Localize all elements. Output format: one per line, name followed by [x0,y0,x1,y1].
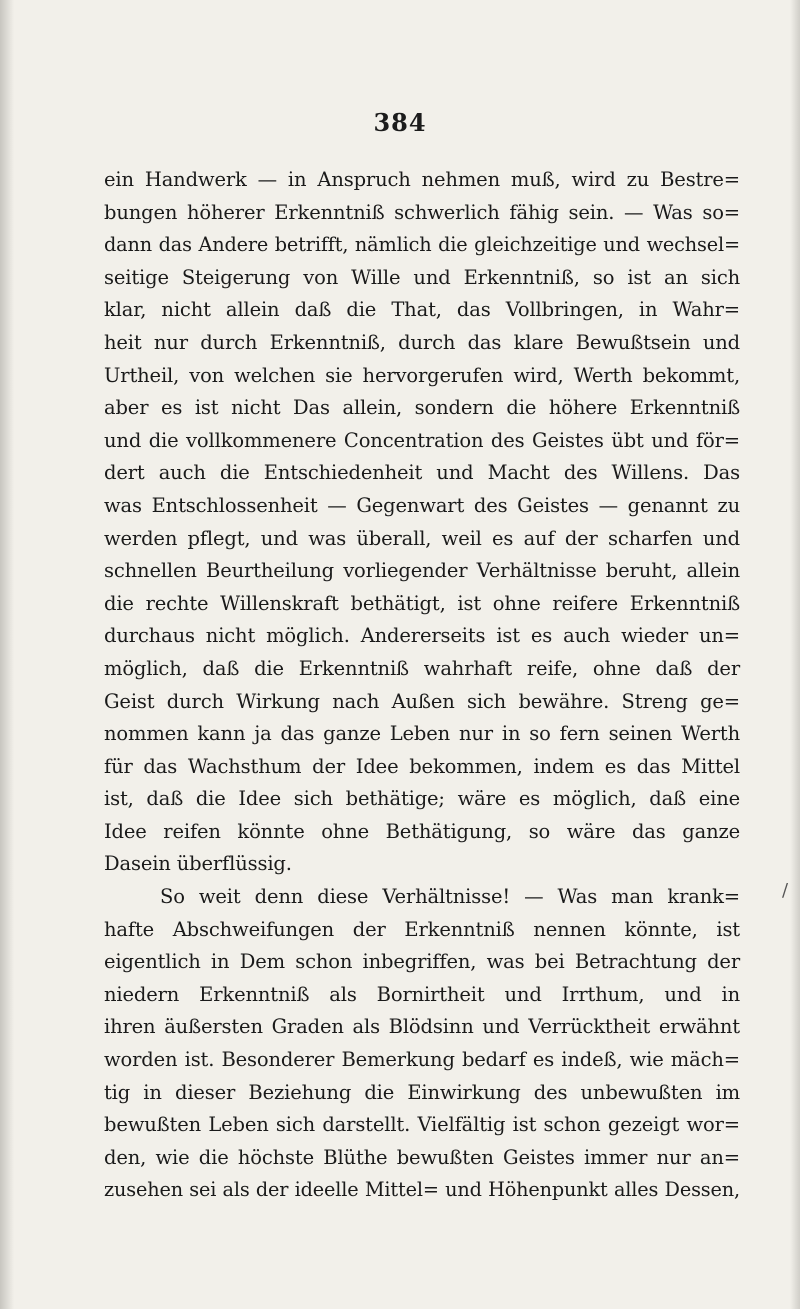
body-text [104,164,740,1207]
text-line: bewußten Leben sich darstellt. Vielfältig ist schon gezeigt wor= [104,1113,740,1137]
text-line: zusehen sei als der ideelle Mittel= und Höhenpunkt alles Dessen, [104,1178,740,1202]
text-line: möglich, daß die Erkenntniß wahrhaft reife, ohne daß der [104,656,740,680]
text-line: den, wie die höchste Blüthe bewußten Geistes immer nur an= [104,1145,740,1169]
text-line: für das Wachsthum der Idee bekommen, indem es das Mittel [104,754,740,778]
page-edge-shadow-right [790,0,800,1309]
text-line: niedern Erkenntniß als Bornirtheit und Irrthum, und in [104,982,740,1006]
margin-mark: / [782,880,789,901]
text-line: Geist durch Wirkung nach Außen sich bewähre. Streng ge= [104,689,740,713]
text-line: Idee reifen könnte ohne Bethätigung, so wäre das ganze [104,819,740,843]
paragraph-start-line: So weit denn diese Verhältnisse! — Was man krank= [160,885,740,909]
text-line: ihren äußersten Graden als Blödsinn und Verrücktheit erwähnt [104,1015,740,1039]
text-line: bungen höherer Erkenntniß schwerlich fähig sein. — Was so= [104,200,740,224]
text-line: schnellen Beurtheilung vorliegender Verhältnisse beruht, allein [104,559,740,583]
text-line: klar, nicht allein daß die That, das Vollbringen, in Wahr= [104,298,740,322]
text-line: ist, daß die Idee sich bethätige; wäre es möglich, daß eine [104,787,740,811]
text-line: die rechte Willenskraft bethätigt, ist ohne reifere Erkenntniß [104,591,740,615]
page-number: 384 [373,108,427,137]
text-line: worden ist. Besonderer Bemerkung bedarf es indeß, wie mäch= [104,1048,740,1072]
paragraph-end-line: Dasein überflüssig. [104,852,292,876]
text-line: und die vollkommenere Concentration des Geistes übt und för= [104,428,740,452]
page-edge-shadow-left [0,0,14,1309]
text-line: eigentlich in Dem schon inbegriffen, was bei Betrachtung der [104,950,740,974]
text-line: ein Handwerk — in Anspruch nehmen muß, wird zu Bestre= [104,168,740,191]
text-line: werden pflegt, und was überall, weil es auf der scharfen und [104,526,740,550]
text-line: durchaus nicht möglich. Andererseits ist es auch wieder un= [104,624,740,648]
text-line: tig in dieser Beziehung die Einwirkung des unbewußten im [104,1080,740,1104]
text-line: Urtheil, von welchen sie hervorgerufen wird, Werth bekommt, [104,363,740,387]
text-line: nommen kann ja das ganze Leben nur in so fern seinen Werth [104,722,740,746]
text-line: heit nur durch Erkenntniß, durch das klare Bewußtsein und [104,330,740,354]
text-line: dert auch die Entschiedenheit und Macht des Willens. Das [104,461,740,485]
text-line: aber es ist nicht Das allein, sondern die höhere Erkenntniß [104,396,740,420]
text-line: was Entschlossenheit — Gegenwart des Geistes — genannt zu [104,493,740,517]
text-line: dann das Andere betrifft, nämlich die gleichzeitige und wechsel= [104,233,740,257]
text-line: seitige Steigerung von Wille und Erkenntniß, so ist an sich [104,265,740,289]
text-line: hafte Abschweifungen der Erkenntniß nennen könnte, ist [104,917,740,941]
